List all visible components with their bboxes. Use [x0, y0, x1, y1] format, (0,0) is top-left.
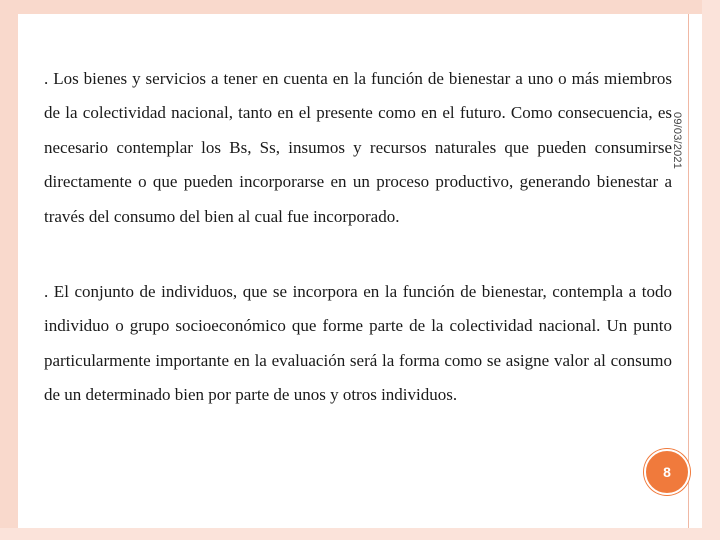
slide-frame-top — [0, 0, 720, 14]
paragraph-conjunto-individuos: . El conjunto de individuos, que se incorpora en la función de bienestar, contempla a todo individuo o grupo socioeconómico que forme parte de la colectividad nacional. Un punto particularmente importante en la evaluación será la forma como se asigne valor al consumo de un determinado bien por parte de unos y otros individuos. — [44, 282, 672, 405]
slide-date: 09/03/2021 — [671, 112, 683, 170]
page-number-badge: 8 — [644, 449, 690, 495]
slide-frame-left — [0, 0, 18, 540]
slide-frame-right — [702, 0, 720, 540]
right-divider-line — [688, 14, 689, 528]
slide-frame-bottom — [0, 528, 720, 540]
paragraph-bienes-servicios: . Los bienes y servicios a tener en cuenta en la función de bienestar a uno o más miembros de la colectividad nacional, tanto en el presente como en el futuro. Como consecuencia, es necesario contemplar los Bs, Ss, insumos y recursos naturales que pueden consumirse directamente o que pueden incorporarse en un proceso productivo, generando bienestar a través del consumo del bien al cual fue incorporado. — [44, 69, 672, 226]
